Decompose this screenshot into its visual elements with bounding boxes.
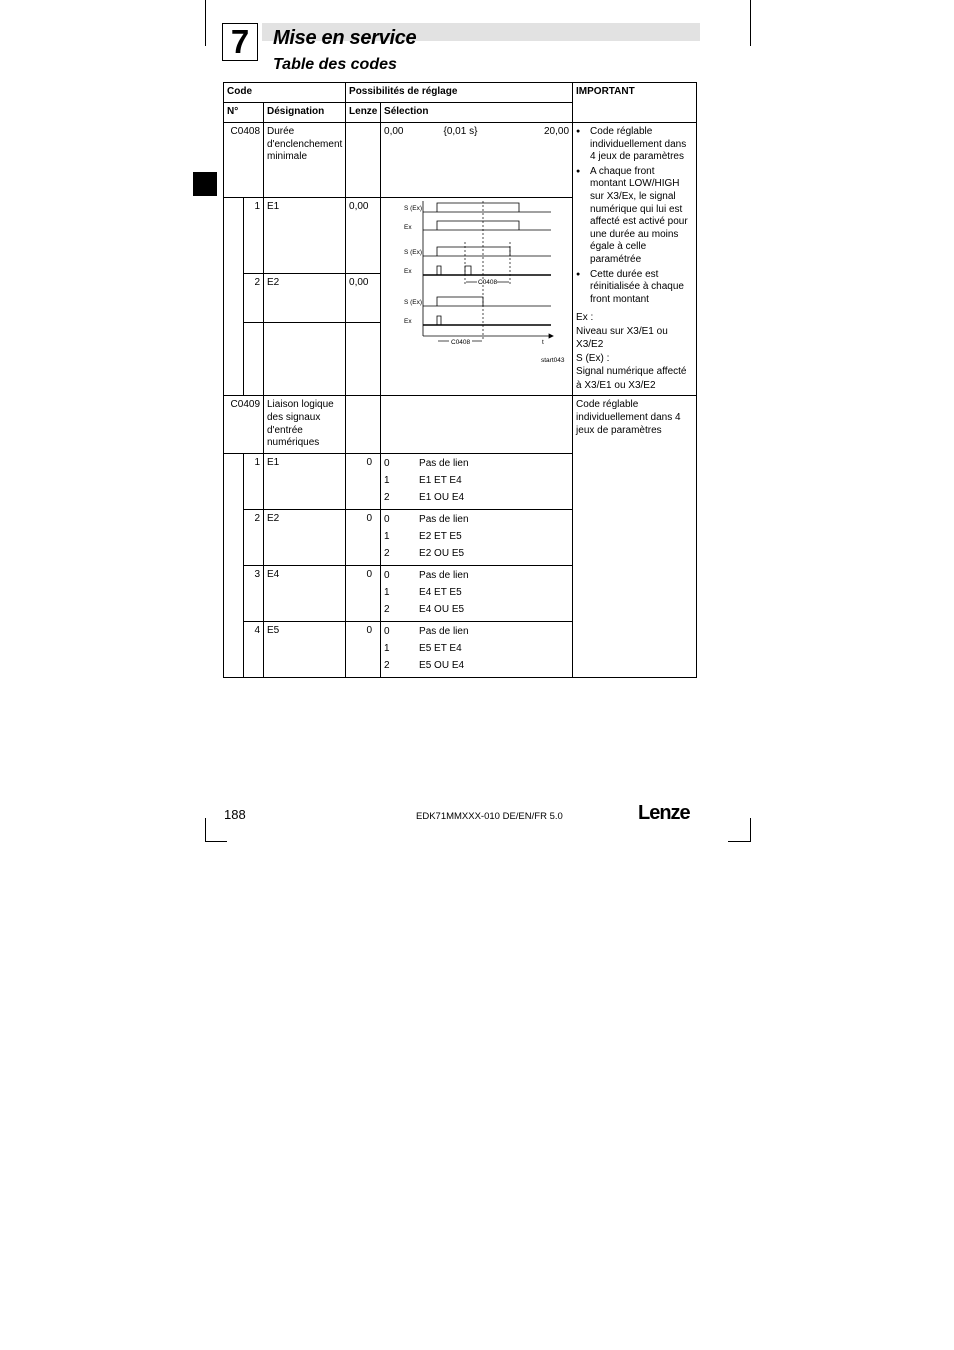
crop-mark xyxy=(205,0,206,46)
option-label: Pas de lien xyxy=(419,625,469,637)
sub-lenze: 0,00 xyxy=(346,273,381,322)
option-label: Pas de lien xyxy=(419,569,469,581)
diagram-label-ex: Ex xyxy=(404,318,412,325)
header-designation: Désignation xyxy=(264,103,346,123)
code-c0409: C0409 xyxy=(224,396,264,453)
option-label: E2 ET E5 xyxy=(419,530,462,542)
note-ex-label: Ex : xyxy=(576,312,594,324)
important-c0408 xyxy=(573,123,697,396)
crop-mark xyxy=(205,818,206,842)
chapter-number: 7 xyxy=(222,23,258,61)
sub-lenze: 0 xyxy=(346,621,381,677)
option-value: 2 xyxy=(384,603,390,615)
timing-diagram xyxy=(381,198,573,369)
header-important: IMPORTANT xyxy=(573,83,697,123)
sub-lenze: 0 xyxy=(346,509,381,565)
option-label: E1 OU E4 xyxy=(419,491,465,503)
header-lenze: Lenze xyxy=(346,103,381,123)
option-label: E5 ET E4 xyxy=(419,642,462,654)
sub-lenze: 0,00 xyxy=(346,198,381,274)
crop-mark xyxy=(205,841,227,842)
option-label: E5 OU E4 xyxy=(419,659,465,671)
option-value: 1 xyxy=(384,586,390,598)
crop-mark xyxy=(728,841,750,842)
sub-no: 4 xyxy=(244,621,264,677)
chapter-side-tab xyxy=(193,172,217,196)
sub-options xyxy=(381,453,573,509)
diagram-label-s: S (Ex) xyxy=(404,205,423,212)
selection-step: {0,01 s} xyxy=(443,126,478,137)
option-value: 0 xyxy=(384,625,390,637)
diagram-label-c0408: C0408 xyxy=(478,279,498,286)
sub-lenze: 0 xyxy=(346,453,381,509)
lenze-c0409 xyxy=(346,396,381,453)
sub-name: E1 xyxy=(264,198,346,274)
page-number: 188 xyxy=(224,807,246,822)
option-label: Pas de lien xyxy=(419,457,469,469)
sub-name: E1 xyxy=(264,453,346,509)
code-table xyxy=(223,82,697,678)
diagram-label-t: t xyxy=(542,339,544,346)
option-label: E1 ET E4 xyxy=(419,474,462,486)
important-c0409: Code réglable individuellement dans 4 jeux de paramètres xyxy=(573,396,697,677)
important-bullet: ● A chaque front montant LOW/HIGH sur X3/Ex, le signal numérique qui lui est affecté est activé pour une durée au moins égale à celle paramétrée xyxy=(576,166,693,267)
diagram-label-c0408: C0408 xyxy=(451,339,471,346)
option-label: Pas de lien xyxy=(419,513,469,525)
note-ex-text: Niveau sur X3/E1 ou X3/E2 xyxy=(576,325,668,351)
sub-no: 3 xyxy=(244,565,264,621)
option-value: 2 xyxy=(384,491,390,503)
sub-no: 2 xyxy=(244,509,264,565)
sub-options xyxy=(381,509,573,565)
sub-name: E5 xyxy=(264,621,346,677)
important-bullet: ● Code réglable individuellement dans 4 jeux de paramètres xyxy=(576,126,693,164)
lenze-c0408 xyxy=(346,123,381,198)
document-reference: EDK71MMXXX-010 DE/EN/FR 5.0 xyxy=(416,811,563,822)
crop-mark xyxy=(750,0,751,46)
section-title: Table des codes xyxy=(273,56,397,73)
option-value: 0 xyxy=(384,569,390,581)
crop-mark xyxy=(750,818,751,842)
diagram-label-s: S (Ex) xyxy=(404,249,423,256)
option-value: 0 xyxy=(384,513,390,525)
option-label: E2 OU E5 xyxy=(419,547,465,559)
sub-name: E2 xyxy=(264,273,346,322)
diagram-label-ex: Ex xyxy=(404,224,412,231)
sub-no: 1 xyxy=(244,198,264,274)
selection-c0409 xyxy=(381,396,573,453)
sub-name: E4 xyxy=(264,565,346,621)
important-bullet: ● Cette durée est réinitialisée à chaque front montant xyxy=(576,269,693,307)
sub-options xyxy=(381,621,573,677)
selection-max: 20,00 xyxy=(544,126,570,137)
option-value: 2 xyxy=(384,659,390,671)
header-settings: Possibilités de réglage xyxy=(346,83,573,103)
chapter-title: Mise en service xyxy=(273,27,417,49)
option-label: E4 OU E5 xyxy=(419,603,465,615)
selection-c0408 xyxy=(381,123,573,198)
designation-c0408: Durée d'enclenchement minimale xyxy=(264,123,346,198)
designation-c0409: Liaison logique des signaux d'entrée numériques xyxy=(264,396,346,453)
figure-id: start043 xyxy=(541,357,565,364)
option-value: 0 xyxy=(384,457,390,469)
sub-name: E2 xyxy=(264,509,346,565)
sub-no: 1 xyxy=(244,453,264,509)
option-label: E4 ET E5 xyxy=(419,586,462,598)
timing-diagram-cell xyxy=(381,198,573,396)
selection-min: 0,00 xyxy=(384,126,404,137)
sub-lenze: 0 xyxy=(346,565,381,621)
header-selection: Sélection xyxy=(381,103,573,123)
note-s-text: Signal numérique affecté à X3/E1 ou X3/E2 xyxy=(576,366,687,391)
note-s-label: S (Ex) : xyxy=(576,352,610,364)
option-value: 1 xyxy=(384,642,390,654)
header-code: Code xyxy=(224,83,346,103)
code-c0408: C0408 xyxy=(224,123,264,198)
sub-options xyxy=(381,565,573,621)
lenze-logo: Lenze xyxy=(638,802,690,824)
diagram-label-s: S (Ex) xyxy=(404,299,423,306)
option-value: 2 xyxy=(384,547,390,559)
header-no: N° xyxy=(224,103,264,123)
diagram-label-ex: Ex xyxy=(404,268,412,275)
sub-no: 2 xyxy=(244,273,264,322)
option-value: 1 xyxy=(384,474,390,486)
option-value: 1 xyxy=(384,530,390,542)
